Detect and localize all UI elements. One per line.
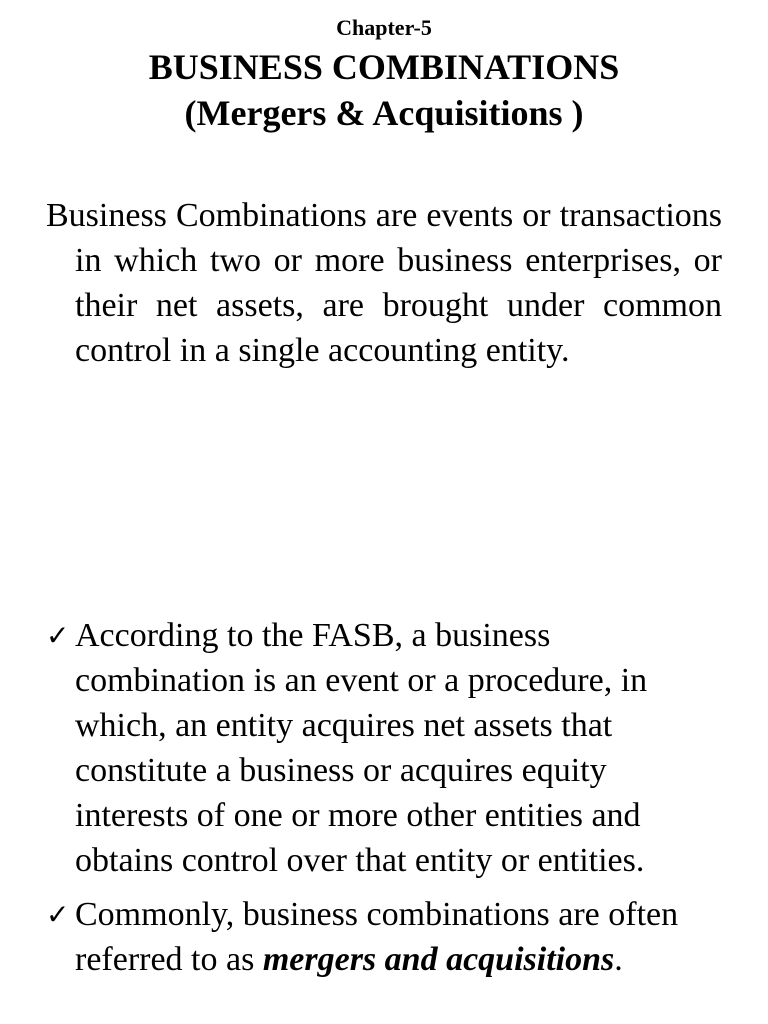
checkmark-icon: ✓ [46,898,70,931]
chapter-label: Chapter-5 [336,15,432,40]
bullet-item-commonly [46,892,722,982]
bullet-text-after: . [614,941,623,978]
bullet-item-fasb [46,613,722,883]
page-subtitle: (Mergers & Acquisitions ) [184,93,584,133]
bullet-list [46,613,722,991]
page-title: BUSINESS COMBINATIONS [148,47,620,87]
definition-paragraph: Business Combinations are events or transactions in which two or more business enterprises, or their net assets, are brought under common control in a single accounting entity. [46,197,722,369]
checkmark-icon: ✓ [46,619,70,652]
bullet-emphasis: mergers and acquisitions [262,941,615,978]
bullet-text-before: Commonly, business combinations are often referred to as [75,896,679,978]
bullet-text: According to the FASB, a business combination is an event or a procedure, in which, an entity acquires net assets that constitute a business or acquires equity interests of one or more other entities and obtains control over that entity or entities. [75,617,648,879]
